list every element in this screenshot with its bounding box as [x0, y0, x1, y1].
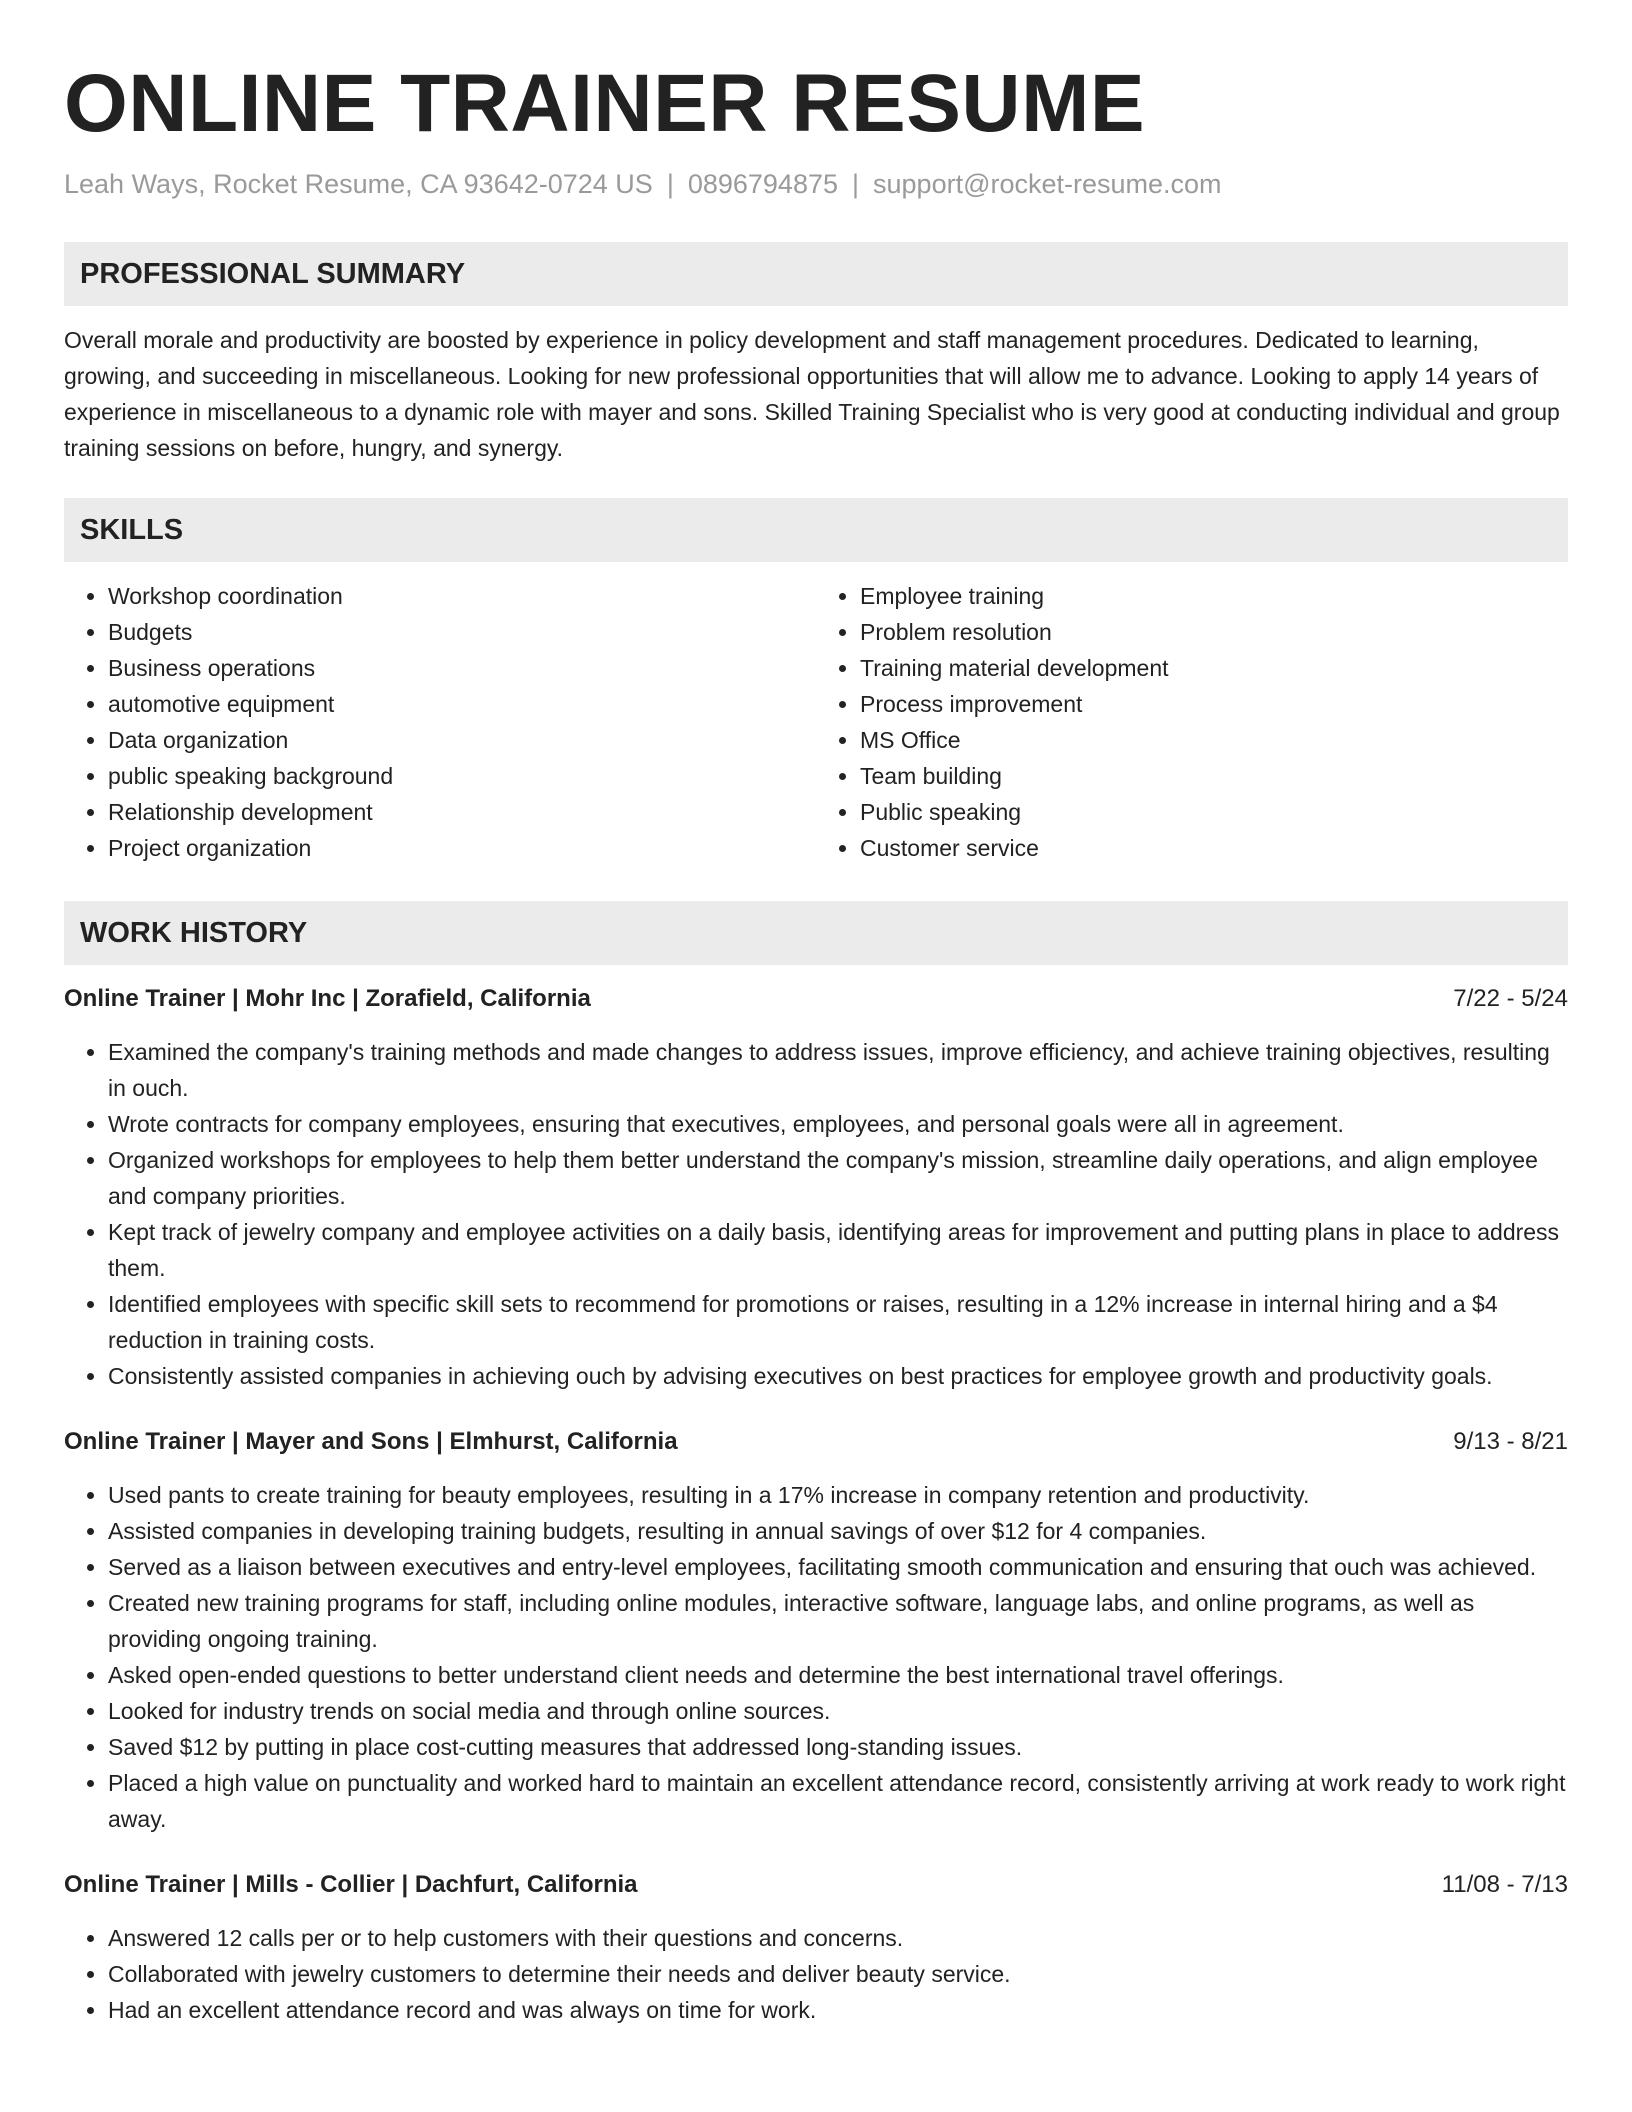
skill-item: • public speaking background [108, 758, 816, 794]
job-bullet: • Placed a high value on punctuality and worked hard to maintain an excellent attendance record, consistently arriving at work ready to work right away. [108, 1765, 1568, 1837]
skill-item: • Public speaking [860, 794, 1568, 830]
job-header [64, 1424, 1568, 1460]
job-header [64, 981, 1568, 1017]
job-bullet: • Identified employees with specific skill sets to recommend for promotions or raises, resulting in a 12% increase in internal hiring and a $4 reduction in training costs. [108, 1286, 1568, 1358]
work-history-section [64, 901, 1568, 2028]
skill-item: • automotive equipment [108, 686, 816, 722]
skill-item: • MS Office [860, 722, 1568, 758]
job-bullet: • Served as a liaison between executives and entry-level employees, facilitating smooth communication and ensuring that ouch was achieved. [108, 1549, 1568, 1585]
skills-section [64, 498, 1568, 866]
skill-item: • Process improvement [860, 686, 1568, 722]
skill-item: • Problem resolution [860, 614, 1568, 650]
job-bullets [64, 1034, 1568, 1394]
skill-item: • Project organization [108, 830, 816, 866]
skills-list-left [64, 578, 816, 866]
skill-item: • Customer service [860, 830, 1568, 866]
job-entry [64, 981, 1568, 1394]
contact-separator: | [666, 169, 674, 199]
skill-item: • Data organization [108, 722, 816, 758]
job-header [64, 1867, 1568, 1903]
skills-heading: SKILLS [64, 498, 1568, 562]
job-bullet: • Organized workshops for employees to help them better understand the company's mission, streamline daily operations, and align employee and company priorities. [108, 1142, 1568, 1214]
job-bullet: • Saved $12 by putting in place cost-cutting measures that addressed long-standing issues. [108, 1729, 1568, 1765]
job-title: Online Trainer | Mohr Inc | Zorafield, California [64, 985, 591, 1012]
job-bullet: • Looked for industry trends on social media and through online sources. [108, 1693, 1568, 1729]
job-bullets [64, 1920, 1568, 2028]
contact-address: Leah Ways, Rocket Resume, CA 93642-0724 US [64, 169, 653, 199]
job-bullet: • Answered 12 calls per or to help customers with their questions and concerns. [108, 1920, 1568, 1956]
job-dates: 11/08 - 7/13 [1441, 1871, 1568, 1898]
resume-title: ONLINE TRAINER RESUME [64, 58, 1146, 149]
skill-item: • Employee training [860, 578, 1568, 614]
job-bullet: • Created new training programs for staff, including online modules, interactive software, language labs, and online programs, as well as providing ongoing training. [108, 1585, 1568, 1657]
job-bullet: • Assisted companies in developing training budgets, resulting in annual savings of over $12 for 4 companies. [108, 1513, 1568, 1549]
job-title: Online Trainer | Mayer and Sons | Elmhurst, California [64, 1428, 678, 1455]
skill-item: • Training material development [860, 650, 1568, 686]
contact-separator: | [852, 169, 860, 199]
contact-email: support@rocket-resume.com [873, 169, 1222, 199]
summary-text: Overall morale and productivity are boosted by experience in policy development and staff management procedures. Dedicated to learning, growing, and succeeding in miscellaneous. Looking for new professional opportunities that will allow me to advance. Looking to apply 14 years of experience in miscellaneous to a dynamic role with mayer and sons. Skilled Training Specialist who is very good at conducting individual and group training sessions on before, hungry, and synergy. [64, 327, 1560, 461]
work-history-heading: WORK HISTORY [64, 901, 1568, 965]
job-bullets [64, 1477, 1568, 1837]
skill-item: • Workshop coordination [108, 578, 816, 614]
skills-columns [64, 578, 1568, 866]
job-dates: 9/13 - 8/21 [1453, 1428, 1568, 1455]
summary-heading: PROFESSIONAL SUMMARY [64, 242, 1568, 306]
job-bullet: • Examined the company's training methods and made changes to address issues, improve efficiency, and achieve training objectives, resulting in ouch. [108, 1034, 1568, 1106]
skill-item: • Budgets [108, 614, 816, 650]
job-bullet: • Asked open-ended questions to better understand client needs and determine the best international travel offerings. [108, 1657, 1568, 1693]
skill-item: • Relationship development [108, 794, 816, 830]
job-dates: 7/22 - 5/24 [1453, 985, 1568, 1012]
job-bullet: • Collaborated with jewelry customers to determine their needs and deliver beauty service. [108, 1956, 1568, 1992]
job-bullet: • Wrote contracts for company employees, ensuring that executives, employees, and personal goals were all in agreement. [108, 1106, 1568, 1142]
job-title: Online Trainer | Mills - Collier | Dachfurt, California [64, 1871, 638, 1898]
job-entry [64, 1867, 1568, 2028]
job-bullet: • Kept track of jewelry company and employee activities on a daily basis, identifying areas for improvement and putting plans in place to address them. [108, 1214, 1568, 1286]
skills-list-right [816, 578, 1568, 866]
skill-item: • Business operations [108, 650, 816, 686]
contact-line [64, 166, 1568, 202]
job-bullet: • Consistently assisted companies in achieving ouch by advising executives on best practices for employee growth and productivity goals. [108, 1358, 1568, 1394]
contact-phone: 0896794875 [687, 169, 838, 199]
job-entry [64, 1424, 1568, 1837]
skill-item: • Team building [860, 758, 1568, 794]
job-bullet: • Had an excellent attendance record and was always on time for work. [108, 1992, 1568, 2028]
job-bullet: • Used pants to create training for beauty employees, resulting in a 17% increase in company retention and productivity. [108, 1477, 1568, 1513]
summary-section [64, 242, 1568, 466]
